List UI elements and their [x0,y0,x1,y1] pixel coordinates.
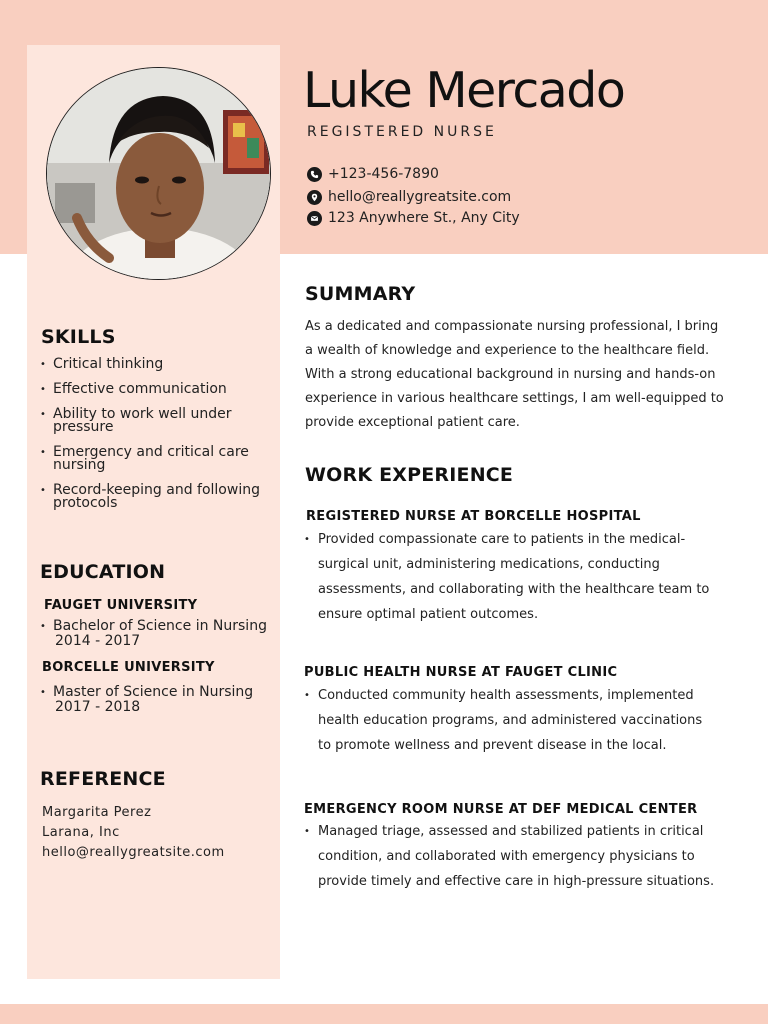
education-heading: EDUCATION [40,561,166,583]
skills-heading: SKILLS [41,326,116,348]
skill-item: • Record-keeping and following protocols [40,484,265,510]
degree-title: • Master of Science in Nursing [53,684,254,700]
job-description-text: Provided compassionate care to patients in the medical-surgical unit, administering medications, conducting assessments, and collaborating with the healthcare team to ensure optimal patient outcomes. [318,532,710,622]
mail-icon [307,211,322,226]
job-title: REGISTERED NURSE AT BORCELLE HOSPITAL [306,509,641,524]
job-description: • Provided compassionate care to patients in the medical-surgical unit, administering medications, conducting assessments, and collaborating with the healthcare team to ensure optimal patient outcomes. [304,532,710,622]
skills-list [40,358,270,522]
job-title: EMERGENCY ROOM NURSE AT DEF MEDICAL CENTER [304,802,698,817]
contact-website [307,189,511,205]
contact-address-text: 123 Anywhere St., Any City [328,210,520,226]
degree-years: 2017 - 2018 [55,699,141,715]
job-description: • Conducted community health assessments, implemented health education programs, and administered vaccinations to promote wellness and prevent disease in the local. [304,688,703,753]
contact-address [307,210,520,226]
school-name: BORCELLE UNIVERSITY [42,660,215,675]
reference-company: Larana, Inc [42,825,120,840]
education-entry [40,620,275,648]
profile-photo-illustration [47,68,271,280]
footer-band [0,1004,768,1024]
degree-years: 2014 - 2017 [55,633,141,649]
job-title: PUBLIC HEALTH NURSE AT FAUGET CLINIC [304,665,618,680]
reference-email: hello@reallygreatsite.com [42,845,225,860]
skill-item: • Effective communication [40,383,270,396]
skill-item: • Emergency and critical care nursing [40,446,255,472]
education-entry [40,686,275,714]
contact-phone-text: +123-456-7890 [328,166,439,182]
job-description: • Managed triage, assessed and stabilized patients in critical condition, and collaborated with emergency physicians to provide timely and effective care in high-pressure situations. [304,824,715,889]
candidate-name: Luke Mercado [303,62,625,119]
job-description-text: Conducted community health assessments, implemented health education programs, and administered vaccinations to promote wellness and prevent disease in the local. [318,688,703,753]
degree-item [40,686,275,714]
summary-text: As a dedicated and compassionate nursing professional, I bring a wealth of knowledge and experience to the healthcare field. With a strong educational background in nursing and hands-on experience in various healthcare settings, I am well-equipped to provide exceptional patient care. [305,319,724,430]
location-pin-icon [307,190,322,205]
skill-item: • Ability to work well under pressure [40,408,245,434]
degree-title: • Bachelor of Science in Nursing [53,618,267,634]
degree-item [40,620,275,648]
job-description-text: Managed triage, assessed and stabilized patients in critical condition, and collaborated with emergency physicians to provide timely and effective care in high-pressure situations. [318,824,715,889]
profile-photo [46,67,271,280]
skill-item: • Critical thinking [40,358,270,371]
reference-name: Margarita Perez [42,805,152,820]
work-experience-heading: WORK EXPERIENCE [305,464,514,486]
reference-heading: REFERENCE [40,768,166,790]
job-title: REGISTERED NURSE [307,124,497,140]
summary-heading: SUMMARY [305,283,416,305]
contact-phone [307,166,439,182]
school-name: FAUGET UNIVERSITY [44,598,198,613]
phone-icon [307,167,322,182]
contact-website-text: hello@reallygreatsite.com [328,189,512,205]
